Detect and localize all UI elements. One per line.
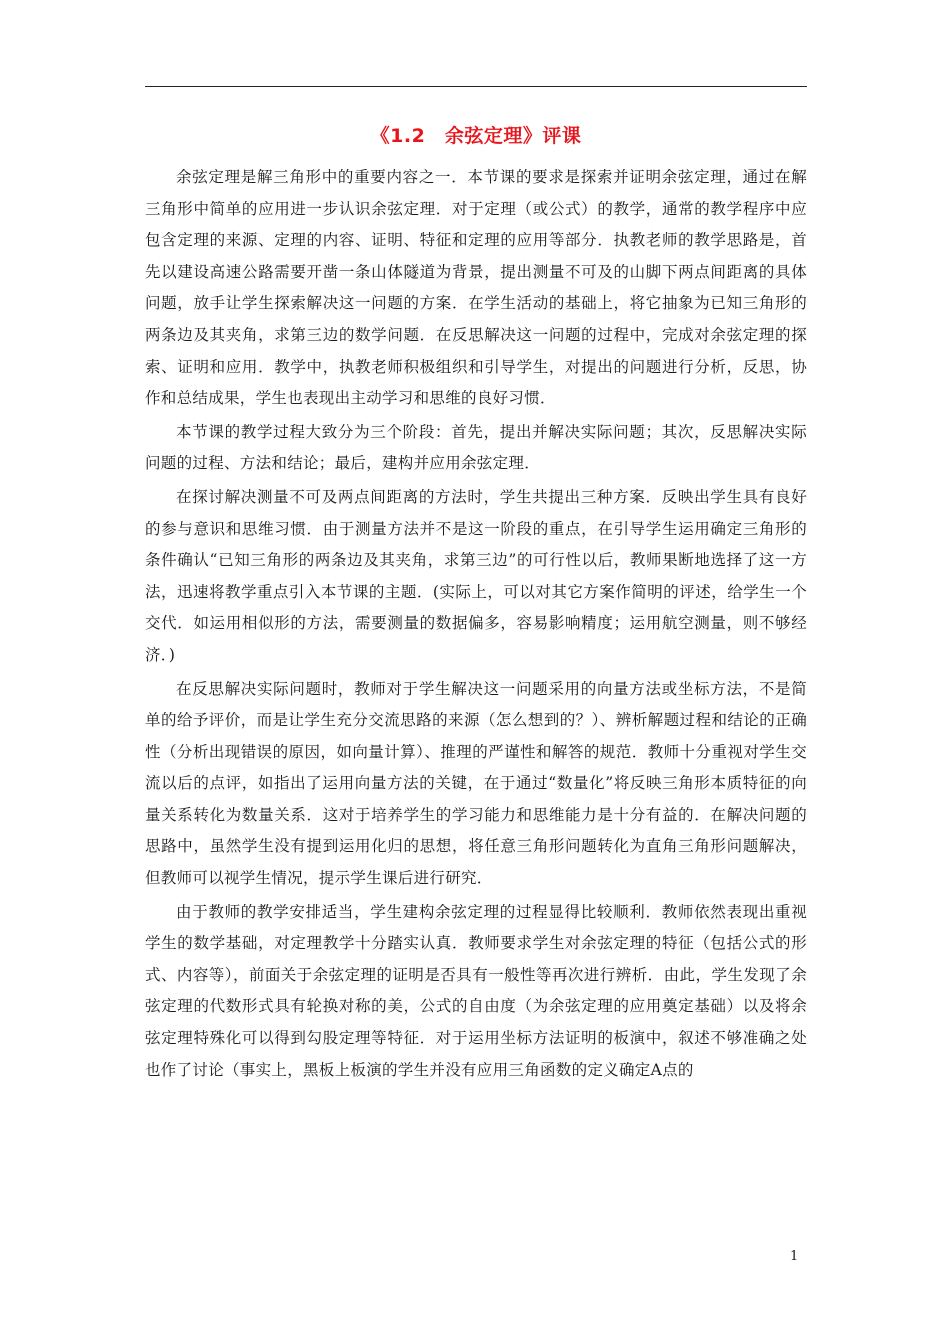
page-title: 《1.2 余弦定理》评课 bbox=[370, 125, 582, 147]
body-text bbox=[145, 162, 807, 1088]
paragraph-5: 由于教师的教学安排适当，学生建构余弦定理的过程显得比较顺利．教师依然表现出重视学生的数学基础，对定理教学十分踏实认真．教师要求学生对余弦定理的特征（包括公式的形式、内容等），前面关于余弦定理的证明是否具有一般性等再次进行辨析．由此，学生发现了余弦定理的代数形式具有轮换对称的美，公式的自由度（为余弦定理的应用奠定基础）以及将余弦定理特殊化可以得到勾股定理等特征．对于运用坐标方法证明的板演中，叙述不够准确之处也作了讨论（事实上，黑板上板演的学生并没有应用三角函数的定义确定A点的 bbox=[145, 902, 807, 1079]
paragraph-3: 在探讨解决测量不可及两点间距离的方法时，学生共提出三种方案．反映出学生具有良好的参与意识和思维习惯．由于测量方法并不是这一阶段的重点，在引导学生运用确定三角形的条件确认“已知三角形的两条边及其夹角，求第三边”的可行性以后，教师果断地选择了这一方法，迅速将教学重点引入本节课的主题．(实际上，可以对其它方案作简明的评述，给学生一个交代．如运用相似形的方法，需要测量的数据偏多，容易影响精度；运用航空测量，则不够经济．) bbox=[145, 487, 807, 664]
paragraph-2: 本节课的教学过程大致分为三个阶段：首先，提出并解决实际问题；其次，反思解决实际问题的过程、方法和结论；最后，建构并应用余弦定理． bbox=[145, 422, 807, 473]
paragraph-4: 在反思解决实际问题时，教师对于学生解决这一问题采用的向量方法或坐标方法，不是简单的给予评价，而是让学生充分交流思路的来源（怎么想到的？）、辨析解题过程和结论的正确性（分析出现错误的原因，如向量计算）、推理的严谨性和解答的规范．教师十分重视对学生交流以后的点评，如指出了运用向量方法的关键，在于通过“数量化”将反映三角形本质特征的向量关系转化为数量关系．这对于培养学生的学习能力和思维能力是十分有益的．在解决问题的思路中，虽然学生没有提到运用化归的思想，将任意三角形问题转化为直角三角形问题解决，但教师可以视学生情况，提示学生课后进行研究． bbox=[145, 679, 807, 888]
paragraph-1: 余弦定理是解三角形中的重要内容之一．本节课的要求是探索并证明余弦定理，通过在解三角形中简单的应用进一步认识余弦定理．对于定理（或公式）的教学，通常的教学程序中应包含定理的来源、定理的内容、证明、特征和定理的应用等部分．执教老师的教学思路是，首先以建设高速公路需要开凿一条山体隧道为背景，提出测量不可及的山脚下两点间距离的具体问题，放手让学生探索解决这一问题的方案．在学生活动的基础上，将它抽象为已知三角形的两条边及其夹角，求第三边的数学问题．在反思解决这一问题的过程中，完成对余弦定理的探索、证明和应用．教学中，执教老师积极组织和引导学生，对提出的问题进行分析，反思，协作和总结成果，学生也表现出主动学习和思维的良好习惯． bbox=[145, 168, 807, 408]
page-number: 1 bbox=[790, 1249, 799, 1264]
header-rule bbox=[145, 86, 807, 87]
